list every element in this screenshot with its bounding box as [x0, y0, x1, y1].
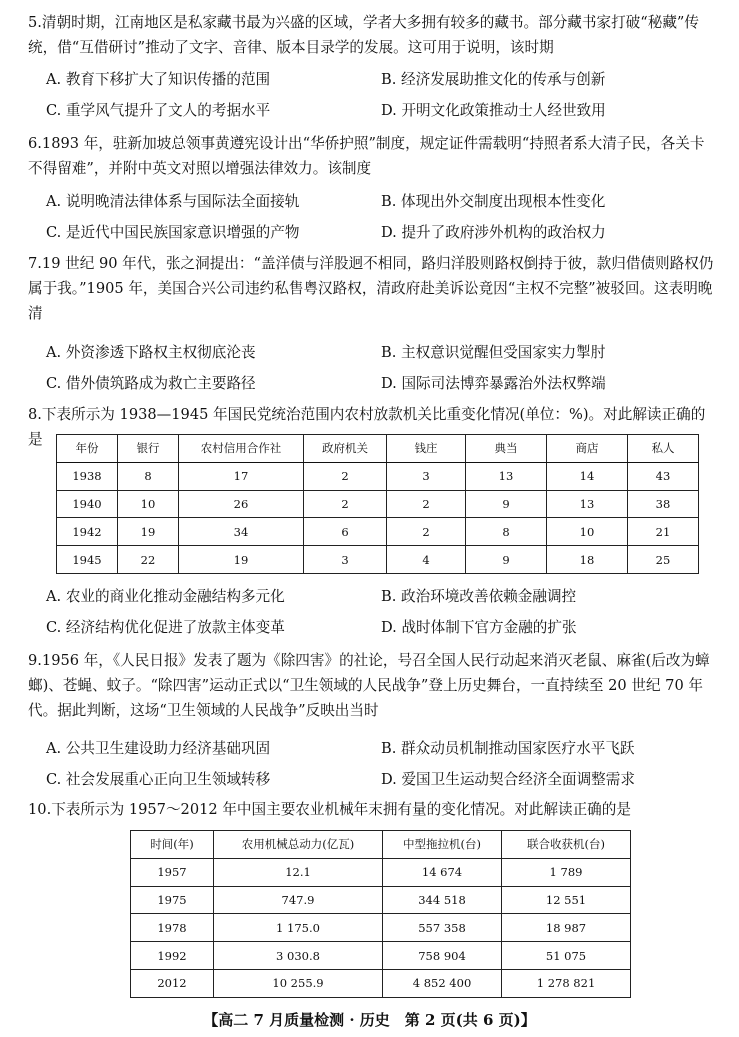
table-cell: 14 [547, 462, 628, 490]
table-cell: 14 674 [383, 858, 502, 886]
option-d: D. 战时体制下官方金融的扩张 [381, 619, 577, 636]
table-cell: 1992 [131, 942, 214, 970]
question-5-stem: 5.清朝时期，江南地区是私家藏书最为兴盛的区域，学者大多拥有较多的藏书。部分藏书家打破“秘藏”传统，借“互借研讨”推动了文字、音律、版本目录学的发展。这可用于说明，该时期 [28, 14, 699, 56]
option-a: A. 农业的商业化推动金融结构多元化 [46, 588, 285, 605]
table-cell: 1978 [131, 914, 214, 942]
table-row [131, 914, 631, 942]
option-c: C. 重学风气提升了文人的考据水平 [46, 102, 271, 119]
table-cell: 13 [547, 490, 628, 518]
table-cell: 4 [387, 546, 466, 574]
table-cell: 43 [628, 462, 699, 490]
header-cell: 农村信用合作社 [179, 435, 304, 463]
table-cell: 1942 [57, 518, 118, 546]
header-cell: 商店 [547, 435, 628, 463]
question-8-stem: 8.下表所示为 1938—1945 年国民党统治范围内农村放款机关比重变化情况(单位：%)。对此解读正确的是 [28, 406, 706, 448]
header-cell: 钱庄 [387, 435, 466, 463]
table-cell: 19 [118, 518, 179, 546]
table-cell: 34 [179, 518, 304, 546]
header-cell: 典当 [466, 435, 547, 463]
table-row [57, 462, 699, 490]
table-cell: 4 852 400 [383, 969, 502, 997]
table-cell: 1 175.0 [214, 914, 383, 942]
table-cell: 557 358 [383, 914, 502, 942]
table-cell: 19 [179, 546, 304, 574]
table-row [131, 858, 631, 886]
table-cell: 1 789 [502, 858, 631, 886]
question-6-options [46, 189, 716, 246]
option-b: B. 政治环境改善依赖金融调控 [381, 588, 577, 605]
table-cell: 344 518 [383, 886, 502, 914]
option-a: A. 外资渗透下路权主权彻底沦丧 [46, 344, 256, 361]
header-cell: 农用机械总动力(亿瓦) [214, 831, 383, 859]
table-cell: 9 [466, 546, 547, 574]
table-cell: 12.1 [214, 858, 383, 886]
option-d: D. 国际司法博弈暴露治外法权弊端 [381, 375, 606, 392]
table-cell: 3 030.8 [214, 942, 383, 970]
table-cell: 2 [304, 490, 387, 518]
table-cell: 10 [547, 518, 628, 546]
table-cell: 9 [466, 490, 547, 518]
option-d: D. 爱国卫生运动契合经济全面调整需求 [381, 771, 635, 788]
table-cell: 1938 [57, 462, 118, 490]
question-9-stem: 9.1956 年，《人民日报》发表了题为《除四害》的社论，号召全国人民行动起来消灭老鼠、麻雀(后改为蟑螂)、苍蝇、蚊子。“除四害”运动正式以“卫生领域的人民战争”登上历史舞台，一直持续至 20 世纪 70 年代。据此判断，这场“卫生领域的人民战争”反映出当时 [28, 652, 710, 719]
question-10-stem: 10.下表所示为 1957～2012 年中国主要农业机械年末拥有量的变化情况。对此解读正确的是 [28, 801, 631, 818]
table-cell: 12 551 [502, 886, 631, 914]
table-cell: 13 [466, 462, 547, 490]
table-cell: 38 [628, 490, 699, 518]
option-b: B. 体现出外交制度出现根本性变化 [381, 193, 606, 210]
question-7-options [46, 340, 716, 397]
table-cell: 1945 [57, 546, 118, 574]
table-cell: 18 [547, 546, 628, 574]
table-cell: 1975 [131, 886, 214, 914]
header-cell: 银行 [118, 435, 179, 463]
option-c: C. 社会发展重心正向卫生领域转移 [46, 771, 271, 788]
question-8-options [46, 584, 716, 641]
table-cell: 3 [387, 462, 466, 490]
option-d: D. 开明文化政策推动士人经世致用 [381, 102, 606, 119]
table-cell: 747.9 [214, 886, 383, 914]
table-cell: 8 [118, 462, 179, 490]
table-cell: 2012 [131, 969, 214, 997]
header-cell: 私人 [628, 435, 699, 463]
table-header-row [131, 831, 631, 859]
table-cell: 758 904 [383, 942, 502, 970]
question-7-stem: 7.19 世纪 90 年代，张之洞提出：“盖洋债与洋股迥不相同，路归洋股则路权倒持于彼，款归借债则路权仍属于我。”1905 年，美国合兴公司违约私售粤汉路权，清政府赴美诉讼竟因“主权不完整”被驳回。这表明晚清 [28, 255, 714, 322]
table-cell: 6 [304, 518, 387, 546]
table-cell: 2 [304, 462, 387, 490]
option-b: B. 主权意识觉醒但受国家实力掣肘 [381, 344, 606, 361]
table-row [131, 942, 631, 970]
table-cell: 18 987 [502, 914, 631, 942]
table-cell: 8 [466, 518, 547, 546]
option-b: B. 经济发展助推文化的传承与创新 [381, 71, 606, 88]
table-row [57, 546, 699, 574]
option-b: B. 群众动员机制推动国家医疗水平飞跃 [381, 740, 635, 757]
table-cell: 10 [118, 490, 179, 518]
table-row [57, 518, 699, 546]
table-cell: 26 [179, 490, 304, 518]
header-cell: 中型拖拉机(台) [383, 831, 502, 859]
rural-lending-table [56, 434, 699, 574]
header-cell: 时间(年) [131, 831, 214, 859]
table-cell: 1940 [57, 490, 118, 518]
table-cell: 10 255.9 [214, 969, 383, 997]
option-d: D. 提升了政府涉外机构的政治权力 [381, 224, 606, 241]
table-row [131, 969, 631, 997]
table-row [57, 490, 699, 518]
question-6-stem: 6.1893 年，驻新加坡总领事黄遵宪设计出“华侨护照”制度，规定证件需载明“持照者系大清子民，各关卡不得留难”，并附中英文对照以增强法律效力。该制度 [28, 135, 705, 177]
table-cell: 25 [628, 546, 699, 574]
option-c: C. 经济结构优化促进了放款主体变革 [46, 619, 285, 636]
option-c: C. 借外债筑路成为救亡主要路径 [46, 375, 256, 392]
question-5-options [46, 67, 716, 124]
header-cell: 政府机关 [304, 435, 387, 463]
farm-machinery-table [130, 830, 631, 998]
option-a: A. 说明晚清法律体系与国际法全面接轨 [46, 193, 300, 210]
header-cell: 联合收获机(台) [502, 831, 631, 859]
header-cell: 年份 [57, 435, 118, 463]
table-cell: 22 [118, 546, 179, 574]
page-footer: 【高二 7 月质量检测 · 历史 第 2 页(共 6 页)】 [203, 1011, 536, 1029]
table-cell: 17 [179, 462, 304, 490]
table-header-row [57, 435, 699, 463]
table-cell: 2 [387, 518, 466, 546]
table-row [131, 886, 631, 914]
table-cell: 3 [304, 546, 387, 574]
table-cell: 1 278 821 [502, 969, 631, 997]
table-cell: 1957 [131, 858, 214, 886]
table-cell: 51 075 [502, 942, 631, 970]
question-9-options [46, 736, 716, 793]
option-a: A. 公共卫生建设助力经济基础巩固 [46, 740, 271, 757]
table-cell: 2 [387, 490, 466, 518]
option-a: A. 教育下移扩大了知识传播的范围 [46, 71, 271, 88]
table-cell: 21 [628, 518, 699, 546]
option-c: C. 是近代中国民族国家意识增强的产物 [46, 224, 300, 241]
